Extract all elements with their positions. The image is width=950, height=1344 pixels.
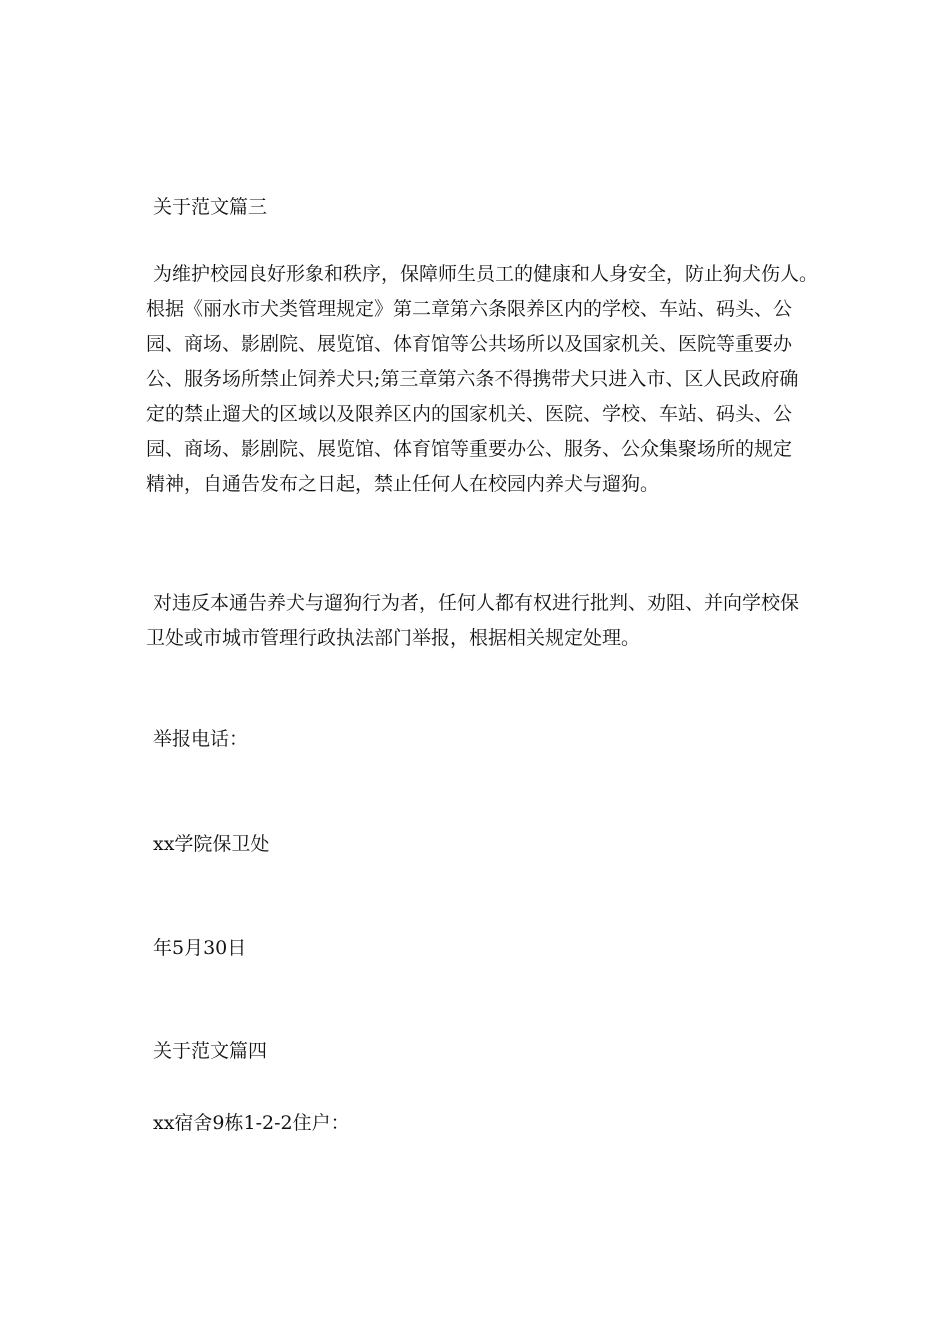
section-title: 关于范文篇四 [153, 1040, 268, 1062]
section-title: 关于范文篇三 [153, 196, 268, 218]
addressee: xx宿舍9栋1-2-2住户： [153, 1112, 350, 1134]
issuer: xx学院保卫处 [153, 833, 270, 855]
paragraph-reporting: 对违反本通告养犬与遛狗行为者，任何人都有权进行批判、劝阻、并向学校保 卫处或市城市管理行政执法部门举报，根据相关规定处理。 [146, 592, 800, 649]
issue-date: 年5月30日 [153, 937, 247, 959]
paragraph-dog-ban: 为维护校园良好形象和秩序，保障师生员工的健康和人身安全，防止狗犬伤人。 根据《丽水市犬类管理规定》第二章第六条限养区内的学校、车站、码头、公 园、商场、影剧院、展览馆、体育馆等公共场所以及国家机关、医院等重要办 公、服务场所禁止饲养犬只;第三章第六条不得携带犬只进入市、区人民政府确 定的禁止遛犬的区域以及限养区内的国家机关、医院、学校、车站、码头、公 园、商场、影剧院、展览馆、体育馆等重要办公、服务、公众集聚场所的规定 精神，自通告发布之日起，禁止任何人在校园内养犬与遛狗。 [146, 263, 819, 495]
hotline-label: 举报电话： [153, 728, 249, 750]
